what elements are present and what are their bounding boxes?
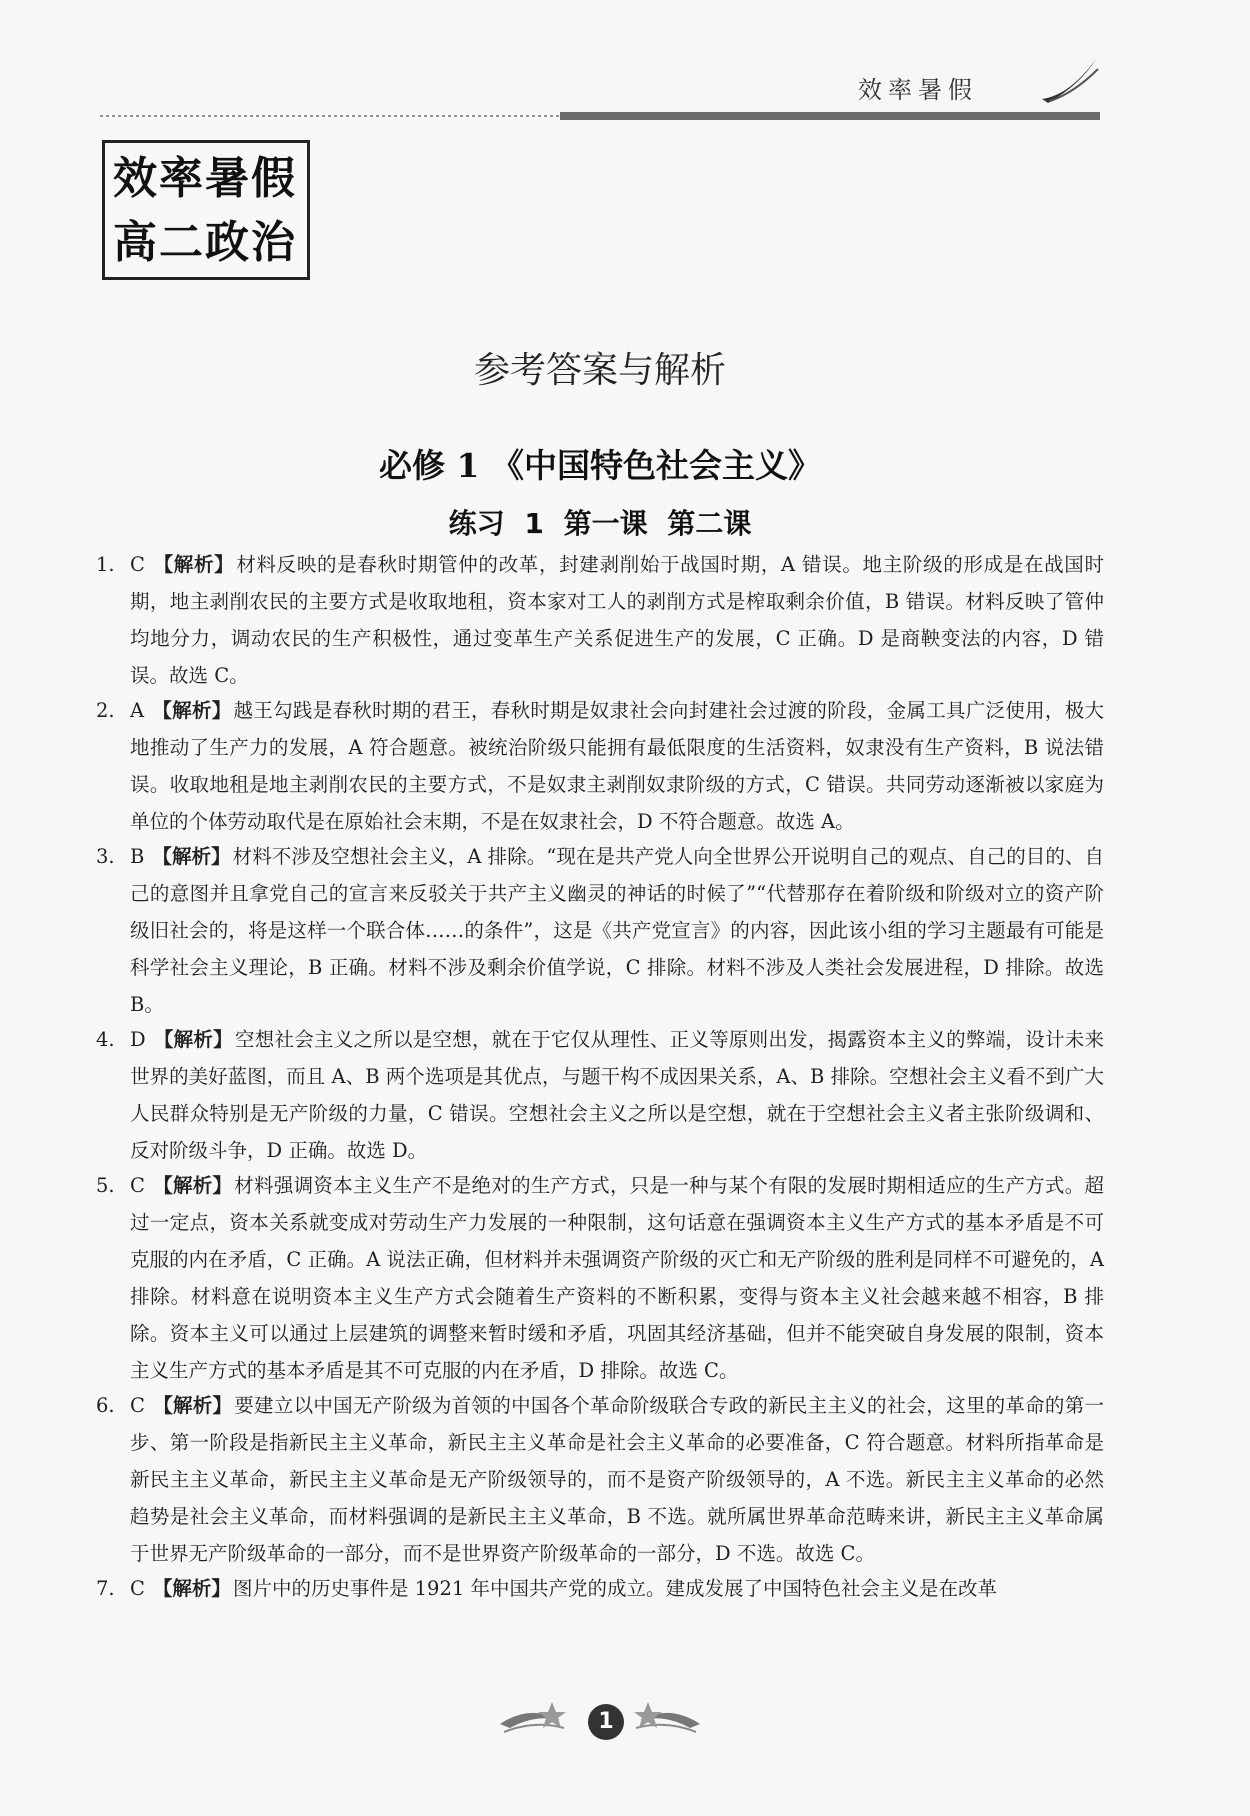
analysis-tag: 【解析】 <box>152 845 231 868</box>
item-answer: C <box>130 1577 145 1600</box>
header-brand: 效率暑假 <box>858 76 978 104</box>
item-number: 1. <box>96 553 115 576</box>
item-number: 5. <box>96 1174 115 1197</box>
answer-item <box>96 692 1104 840</box>
item-answer: C <box>130 1174 145 1197</box>
item-number: 4. <box>96 1028 115 1051</box>
analysis-tag: 【解析】 <box>152 1174 233 1197</box>
item-number: 3. <box>96 845 115 868</box>
analysis-tag: 【解析】 <box>152 1577 231 1600</box>
analysis-tag: 【解析】 <box>153 1028 233 1051</box>
item-number: 7. <box>96 1577 115 1600</box>
title-box <box>102 140 310 280</box>
item-text: 材料强调资本主义生产不是绝对的生产方式，只是一种与某个有限的发展时期相适应的生产方式。超过一定点，资本关系就变成对劳动生产力发展的一种限制，这句话意在强调资本主义生产方式的基本矛盾是不可克服的内在矛盾，C 正确。A 说法正确，但材料并未强调资产阶级的灭亡和无产阶级的胜利是同样不可避免的，A 排除。材料意在说明资本主义生产方式会随着生产资料的不断积累，变得与资本主义社会越来越不相容，B 排除。资本主义可以通过上层建筑的调整来暂时缓和矛盾，巩固其经济基础，但并不能突破自身发展的限制，资本主义生产方式的基本矛盾是其不可克服的内在矛盾，D 排除。故选 C。 <box>130 1174 1104 1382</box>
item-text: 越王勾践是春秋时期的君王，春秋时期是奴隶社会向封建社会过渡的阶段，金属工具广泛使用，极大地推动了生产力的发展，A 符合题意。被统治阶级只能拥有最低限度的生活资料，奴隶没有生产资料，B 说法错误。收取地租是地主剥削农民的主要方式，不是奴隶主剥削奴隶阶级的方式，C 错误。共同劳动逐渐被以家庭为单位的个体劳动取代是在原始社会末期，不是在奴隶社会，D 不符合题意。故选 A。 <box>130 699 1104 833</box>
answer-item <box>96 1570 1104 1607</box>
item-text: 图片中的历史事件是 1921 年中国共产党的成立。建成发展了中国特色社会主义是在改革 <box>232 1577 997 1600</box>
item-text: 空想社会主义之所以是空想，就在于它仅从理性、正义等原则出发，揭露资本主义的弊端，设计未来世界的美好蓝图，而且 A、B 两个选项是其优点，与题干构不成因果关系，A、B 排除。空想社会主义看不到广大人民群众特别是无产阶级的力量，C 错误。空想社会主义之所以是空想，就在于空想社会主义者主张阶级调和、反对阶级斗争，D 正确。故选 D。 <box>130 1028 1104 1162</box>
item-answer: C <box>130 1394 145 1417</box>
answer-item <box>96 1021 1104 1169</box>
item-answer: C <box>130 553 145 576</box>
answer-item <box>96 838 1104 1023</box>
analysis-tag: 【解析】 <box>152 1394 233 1417</box>
item-text: 要建立以中国无产阶级为首领的中国各个革命阶级联合专政的新民主主义的社会，这里的革命的第一步、第一阶段是指新民主主义革命，新民主主义革命是社会主义革命的必要准备，C 符合题意。材料所指革命是新民主主义革命，新民主主义革命是无产阶级领导的，而不是资产阶级领导的，A 不选。新民主主义革命的必然趋势是社会主义革命，而材料强调的是新民主主义革命，B 不选。就所属世界革命范畴来讲，新民主主义革命属于世界无产阶级革命的一部分，而不是世界资产阶级革命的一部分，D 不选。故选 C。 <box>130 1394 1104 1565</box>
answer-item <box>96 546 1104 694</box>
page-number: 1 <box>588 1704 624 1740</box>
item-answer: B <box>130 845 145 868</box>
main-heading: 参考答案与解析 <box>473 350 726 391</box>
answer-item <box>96 1167 1104 1389</box>
item-text: 材料不涉及空想社会主义，A 排除。“现在是共产党人向全世界公开说明自己的观点、自己的目的、自己的意图并且拿党自己的宣言来反驳关于共产主义幽灵的神话的时候了”“代替那存在着阶级和阶级对立的资产阶级旧社会的，将是这样一个联合体……的条件”，这是《共产党宣言》的内容，因此该小组的学习主题最有可能是科学社会主义理论，B 正确。材料不涉及剩余价值学说，C 排除。材料不涉及人类社会发展进程，D 排除。故选 B。 <box>130 845 1104 1016</box>
item-number: 2. <box>96 699 115 722</box>
title-line-1: 效率暑假 <box>113 153 297 204</box>
analysis-tag: 【解析】 <box>152 553 235 576</box>
header-swoosh-decoration <box>1040 55 1100 105</box>
item-text: 材料反映的是春秋时期管仲的改革，封建剥削始于战国时期，A 错误。地主阶级的形成是在战国时期，地主剥削农民的主要方式是收取地租，资本家对工人的剥削方式是榨取剩余价值，B 错误。材料反映了管仲均地分力，调动农民的生产积极性，通过变革生产关系促进生产的发展，C 正确。D 是商鞅变法的内容，D 错误。故选 C。 <box>130 553 1104 687</box>
title-line-2: 高二政治 <box>113 217 297 268</box>
item-number: 6. <box>96 1394 115 1417</box>
answer-item <box>96 1387 1104 1572</box>
lesson-heading: 练习 1 第一课 第二课 <box>448 507 752 540</box>
header-rule <box>100 110 1100 122</box>
item-answer: A <box>130 699 145 722</box>
analysis-tag: 【解析】 <box>152 699 232 722</box>
item-answer: D <box>130 1028 146 1051</box>
answer-list <box>96 546 1104 1605</box>
section-heading: 必修 1 《中国特色社会主义》 <box>379 446 821 485</box>
